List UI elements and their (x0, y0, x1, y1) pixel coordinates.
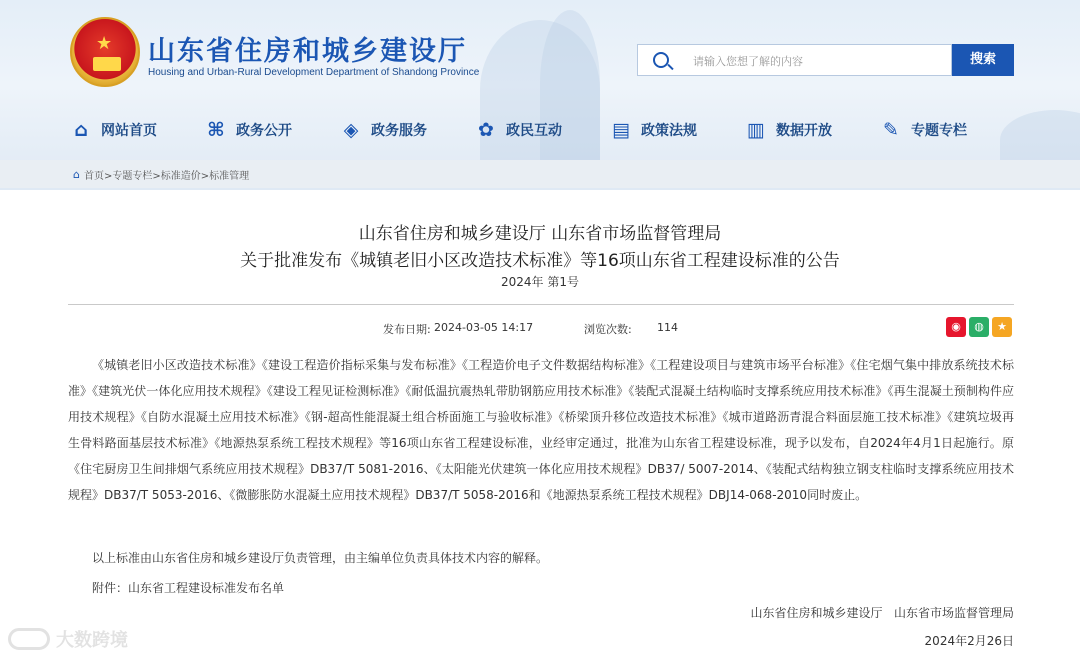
tag-icon: ✎ (883, 119, 899, 141)
chat-icon: ✿ (478, 119, 494, 141)
nav-item-open-data[interactable] (745, 110, 832, 150)
article-paragraph: 《城镇老旧小区改造技术标准》《建设工程造价指标采集与发布标准》《工程造价电子文件数据结构标准》《工程建设项目与建筑市场平台标准》《住宅烟气集中排放系统技术标准》《建筑光伏一体化应用技术规程》《建设工程见证检测标准》《耐低温抗震热轧带肋钢筋应用技术标准》《装配式混凝土结构临时支撑系统应用技术标准》《再生混凝土预制构件应用技术规程》《自防水混凝土应用技术标准》《钢-超高性能混凝土组合桥面施工与验收标准》《桥梁顶升移位改造技术标准》《城市道路沥青混合料面层施工技术标准》《建筑垃圾再生骨料路面基层技术标准》《地源热泵系统工程技术规程》等16项山东省工程建设标准，业经审定通过，批准为山东省工程建设标准，现予以发布，自2024年4月1日起施行。原《住宅厨房卫生间排烟气系统应用技术规程》DB37/T 5081-2016、《太阳能光伏建筑一体化应用技术规程》DB37/ 5007-2014、《装配式结构独立钢支柱临时支撑系统应用技术规程》DB37/T 5053-2016、《微膨胀防水混凝土应用技术规程》DB37/T 5058-2016和《地源热泵系统工程技术规程》DBJ14-068-2010同时废止。 (68, 358, 1014, 502)
publish-date-label: 发布日期: (383, 323, 431, 336)
weibo-share-icon[interactable]: ◉ (946, 317, 966, 337)
breadcrumb (73, 167, 249, 182)
nav-label: 政民互动 (506, 123, 562, 139)
search-button[interactable]: 搜索 (952, 44, 1014, 76)
nav-item-policies[interactable] (610, 110, 697, 150)
article-paragraph: 以上标准由山东省住房和城乡建设厅负责管理，由主编单位负责具体技术内容的解释。 (92, 551, 549, 565)
nav-item-special-topics[interactable] (880, 110, 967, 150)
watermark (8, 626, 128, 652)
nav-label: 网站首页 (101, 123, 157, 139)
nav-label: 政策法规 (641, 123, 697, 139)
article-title-line1: 山东省住房和城乡建设厅 山东省市场监督管理局 (358, 224, 722, 244)
handshake-icon: ◈ (343, 119, 359, 141)
wechat-share-icon[interactable]: ◍ (969, 317, 989, 337)
site-subtitle: Housing and Urban-Rural Development Department of Shandong Province (148, 67, 480, 78)
national-emblem-logo[interactable]: ★ (70, 17, 140, 87)
search-input[interactable] (693, 51, 943, 71)
document-icon: ▤ (612, 119, 630, 141)
publish-date: 2024-03-05 14:17 (434, 321, 534, 334)
divider (68, 304, 1014, 305)
nav-item-gov-services[interactable] (340, 110, 427, 150)
watermark-text: 大数跨境 (56, 630, 128, 651)
favorite-icon[interactable]: ★ (992, 317, 1012, 337)
nav-item-gov-affairs-open[interactable] (205, 110, 292, 150)
attachment-line[interactable]: 附件：山东省工程建设标准发布名单 (92, 581, 285, 595)
home-icon: ⌂ (74, 119, 88, 141)
views-label: 浏览次数: (584, 323, 632, 336)
nav-label: 政务服务 (371, 123, 427, 139)
views-count: 114 (657, 321, 678, 334)
main-nav (60, 110, 1020, 150)
nav-label: 政务公开 (236, 123, 292, 139)
signature-organizations: 山东省住房和城乡建设厅 山东省市场监督管理局 (750, 606, 1014, 620)
search-box (637, 44, 952, 76)
nav-label: 专题专栏 (911, 123, 967, 139)
chart-icon: ▥ (747, 119, 765, 141)
article-title-line2: 关于批准发布《城镇老旧小区改造技术标准》等16项山东省工程建设标准的公告 (240, 251, 840, 271)
nav-item-interaction[interactable] (475, 110, 562, 150)
signature-date: 2024年2月26日 (924, 634, 1014, 648)
breadcrumb-bar (0, 160, 1080, 188)
building-icon: ⌘ (207, 119, 225, 141)
site-title[interactable]: 山东省住房和城乡建设厅 (148, 36, 467, 67)
home-icon: ⌂ (73, 168, 80, 181)
article-issue-number: 2024年 第1号 (501, 275, 579, 289)
nav-label: 数据开放 (776, 123, 832, 139)
watermark-logo-icon (8, 628, 50, 650)
nav-item-home[interactable] (70, 110, 157, 150)
breadcrumb-path[interactable]: 首页>专题专栏>标准造价>标准管理 (83, 171, 250, 182)
search-icon (653, 52, 669, 68)
